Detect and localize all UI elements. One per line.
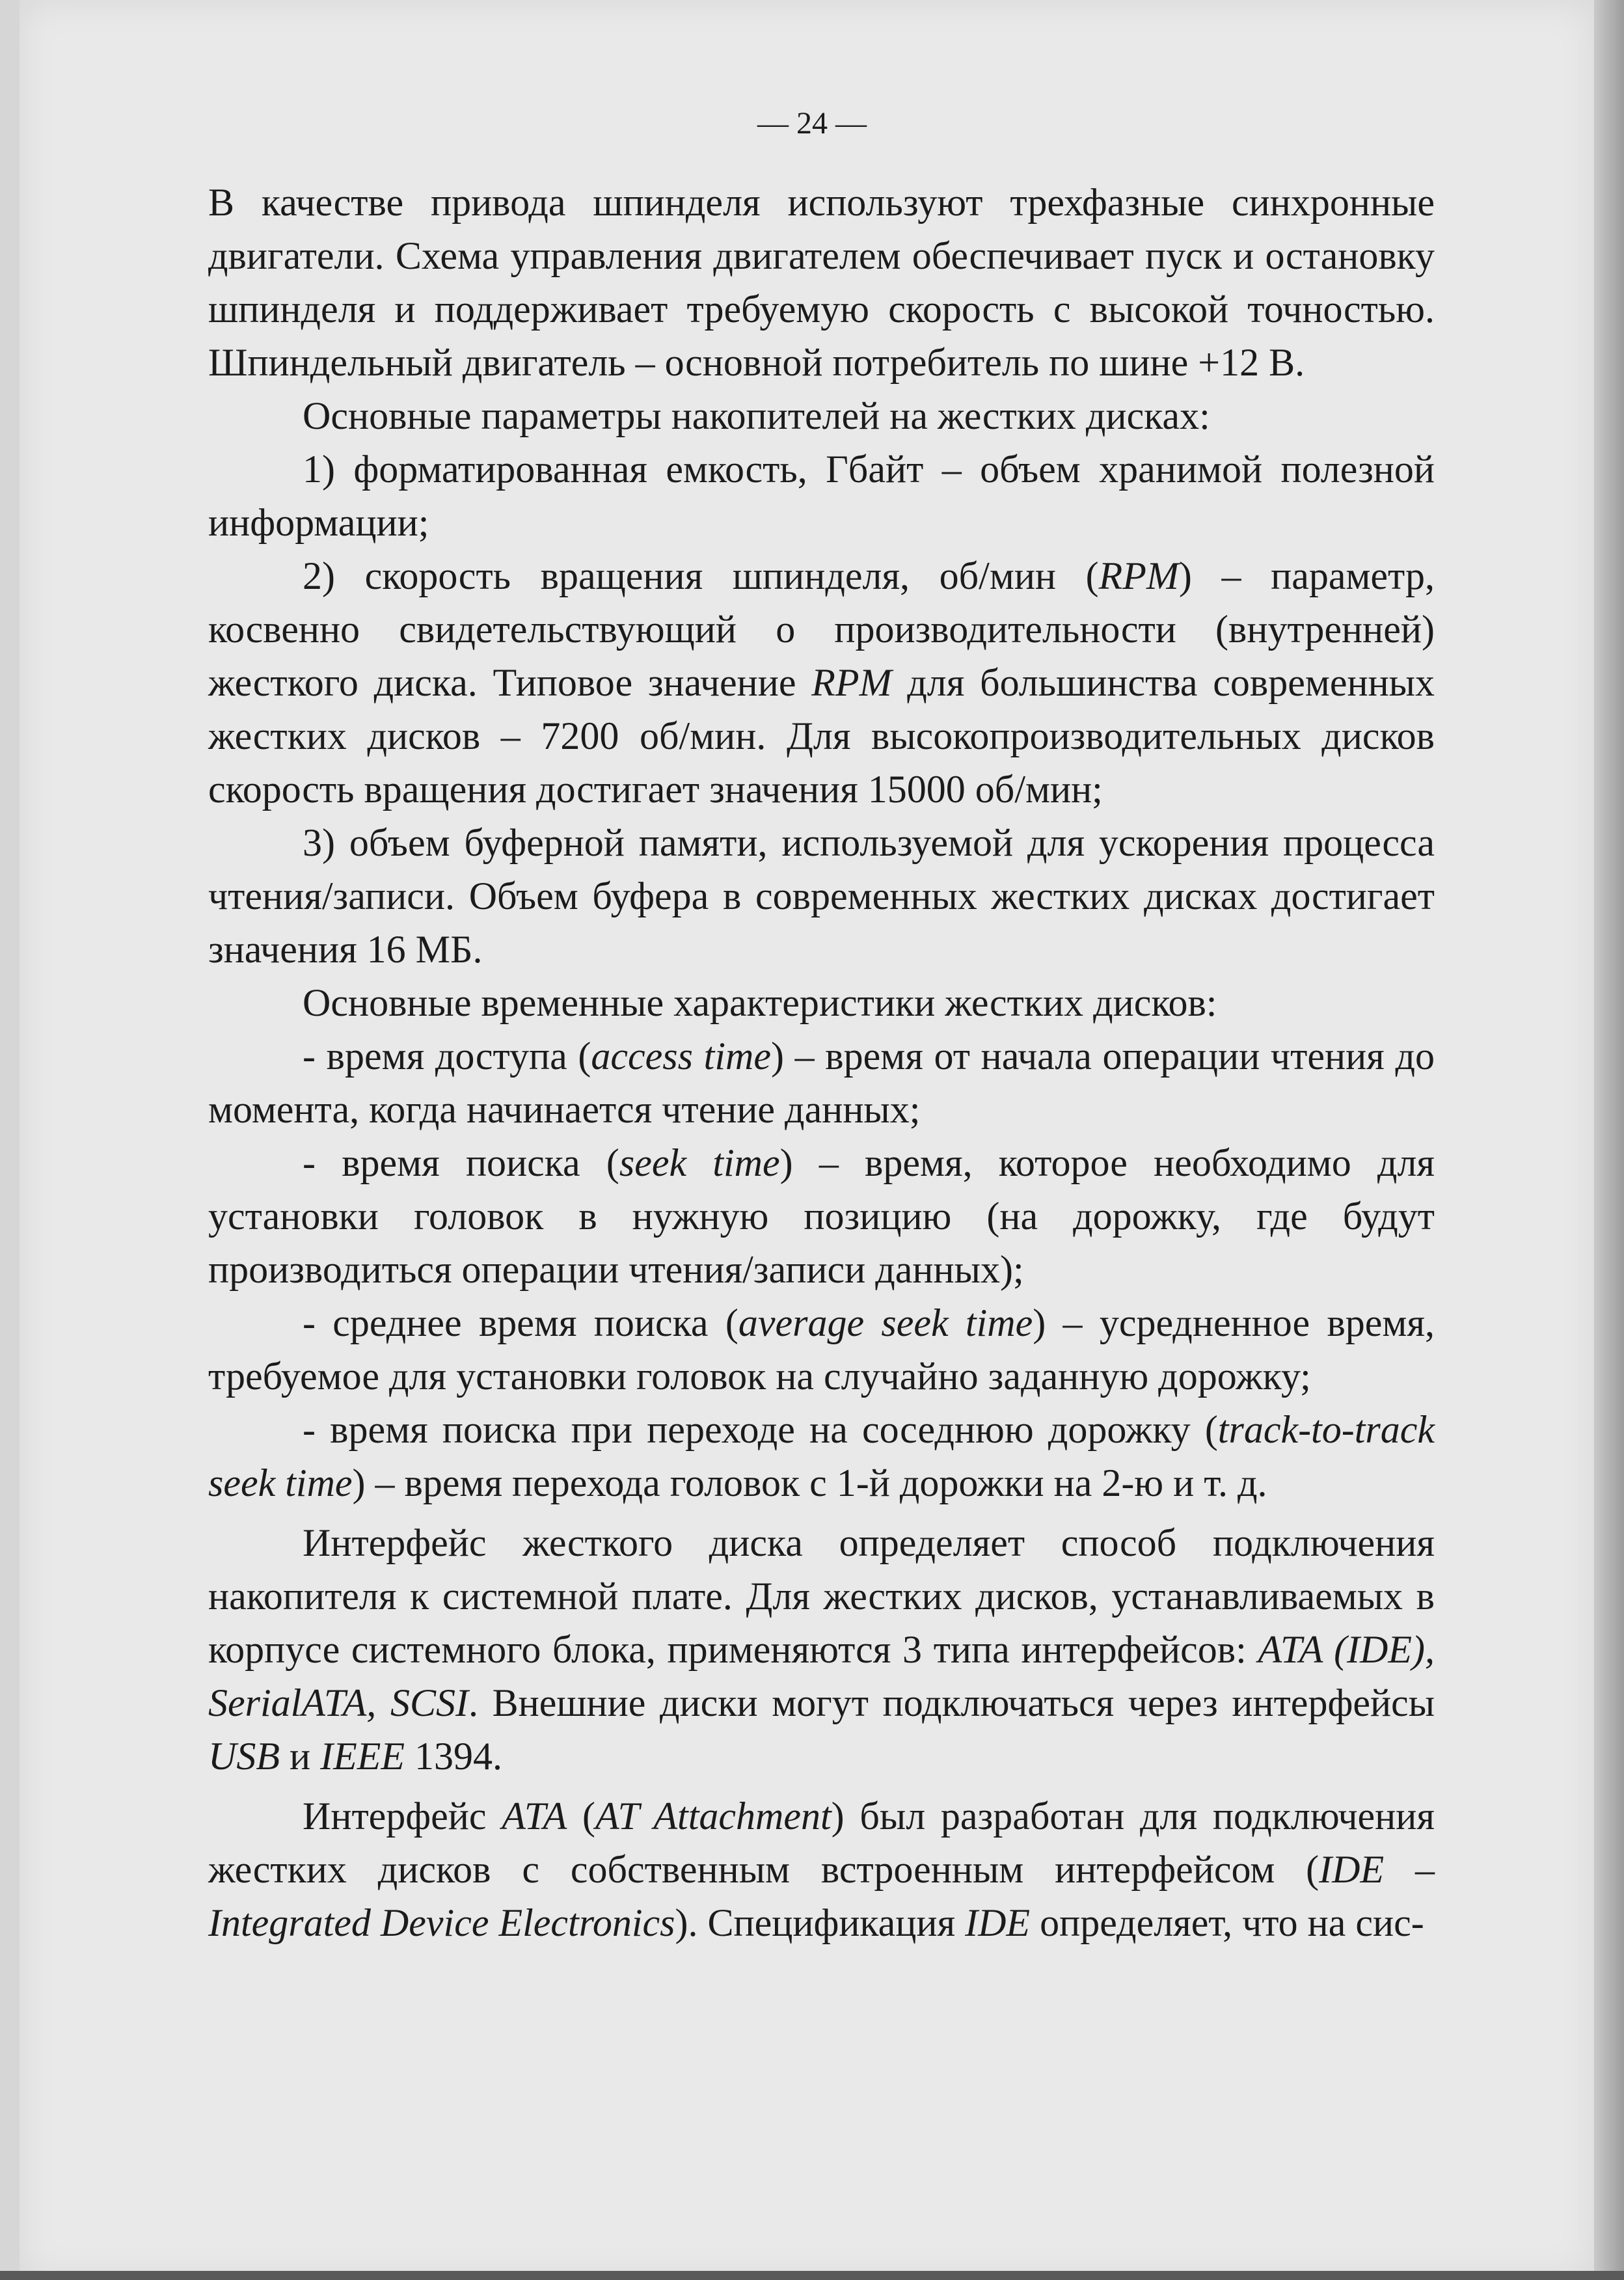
scanner-border: [0, 2271, 1624, 2280]
page-number: — 24 —: [757, 106, 867, 141]
list-item-access-time: - время доступа (access time) – время от начала операции чтения до момента, когда начинается чтение данных;: [208, 1035, 1435, 1131]
list-item-track-to-track: - время поиска при переходе на соседнюю дорожку (track-to-track seek time) – время перехода головок с 1-й дорожки на 2-ю и т. д.: [208, 1408, 1435, 1504]
list-item-seek-time: - время поиска (seek time) – время, которое необходимо для установки головок в нужную позицию (на дорожку, где будут производиться операции чтения/записи данных);: [208, 1141, 1435, 1291]
paragraph-timing-heading: Основные временные характеристики жестких дисков:: [303, 981, 1217, 1024]
list-item-buffer: 3) объем буферной памяти, используемой для ускорения процесса чтения/записи. Объем буфера в современных жестких дисках достигает значения 16 МБ.: [208, 821, 1435, 971]
paragraph-main-parameters-heading: Основные параметры накопителей на жестких дисках:: [303, 394, 1210, 437]
page-edge-shadow: [1594, 0, 1624, 2280]
list-item-rpm: 2) скорость вращения шпинделя, об/мин (RPM) – параметр, косвенно свидетельствующий о производительности (внутренней) жесткого диска. Типовое значение RPM для большинства современных жестких дисков – 7200 об/мин. Для высокопроизводительных дисков скорость вращения достигает значения 15000 об/мин;: [208, 554, 1435, 811]
list-item-capacity: 1) форматированная емкость, Гбайт – объем хранимой полезной информации;: [208, 448, 1435, 544]
body-text: [208, 176, 1435, 1949]
paragraph-ata-interface: Интерфейс ATA (AT Attachment) был разработан для подключения жестких дисков с собственным встроенным интерфейсом (IDE – Integrated Device Electronics). Спецификация IDE определяет, что на сис-: [208, 1795, 1435, 1944]
paragraph-interface: Интерфейс жесткого диска определяет способ подключения накопителя к системной плате. Для жестких дисков, устанавливаемых в корпусе системного блока, применяются 3 типа интерфейсов: ATA (IDE), SerialATA, SCSI. Внешние диски могут подключаться через интерфейсы USB и IEEE 1394.: [208, 1521, 1435, 1778]
paragraph-spindle-drive: В качестве привода шпинделя используют трехфазные синхронные двигатели. Схема управления двигателем обеспечивает пуск и остановку шпинделя и поддерживает требуемую скорость с высокой точностью. Шпиндельный двигатель – основной потребитель по шине +12 В.: [208, 181, 1435, 384]
list-item-average-seek-time: - среднее время поиска (average seek time) – усредненное время, требуемое для установки головок на случайно заданную дорожку;: [208, 1301, 1435, 1398]
